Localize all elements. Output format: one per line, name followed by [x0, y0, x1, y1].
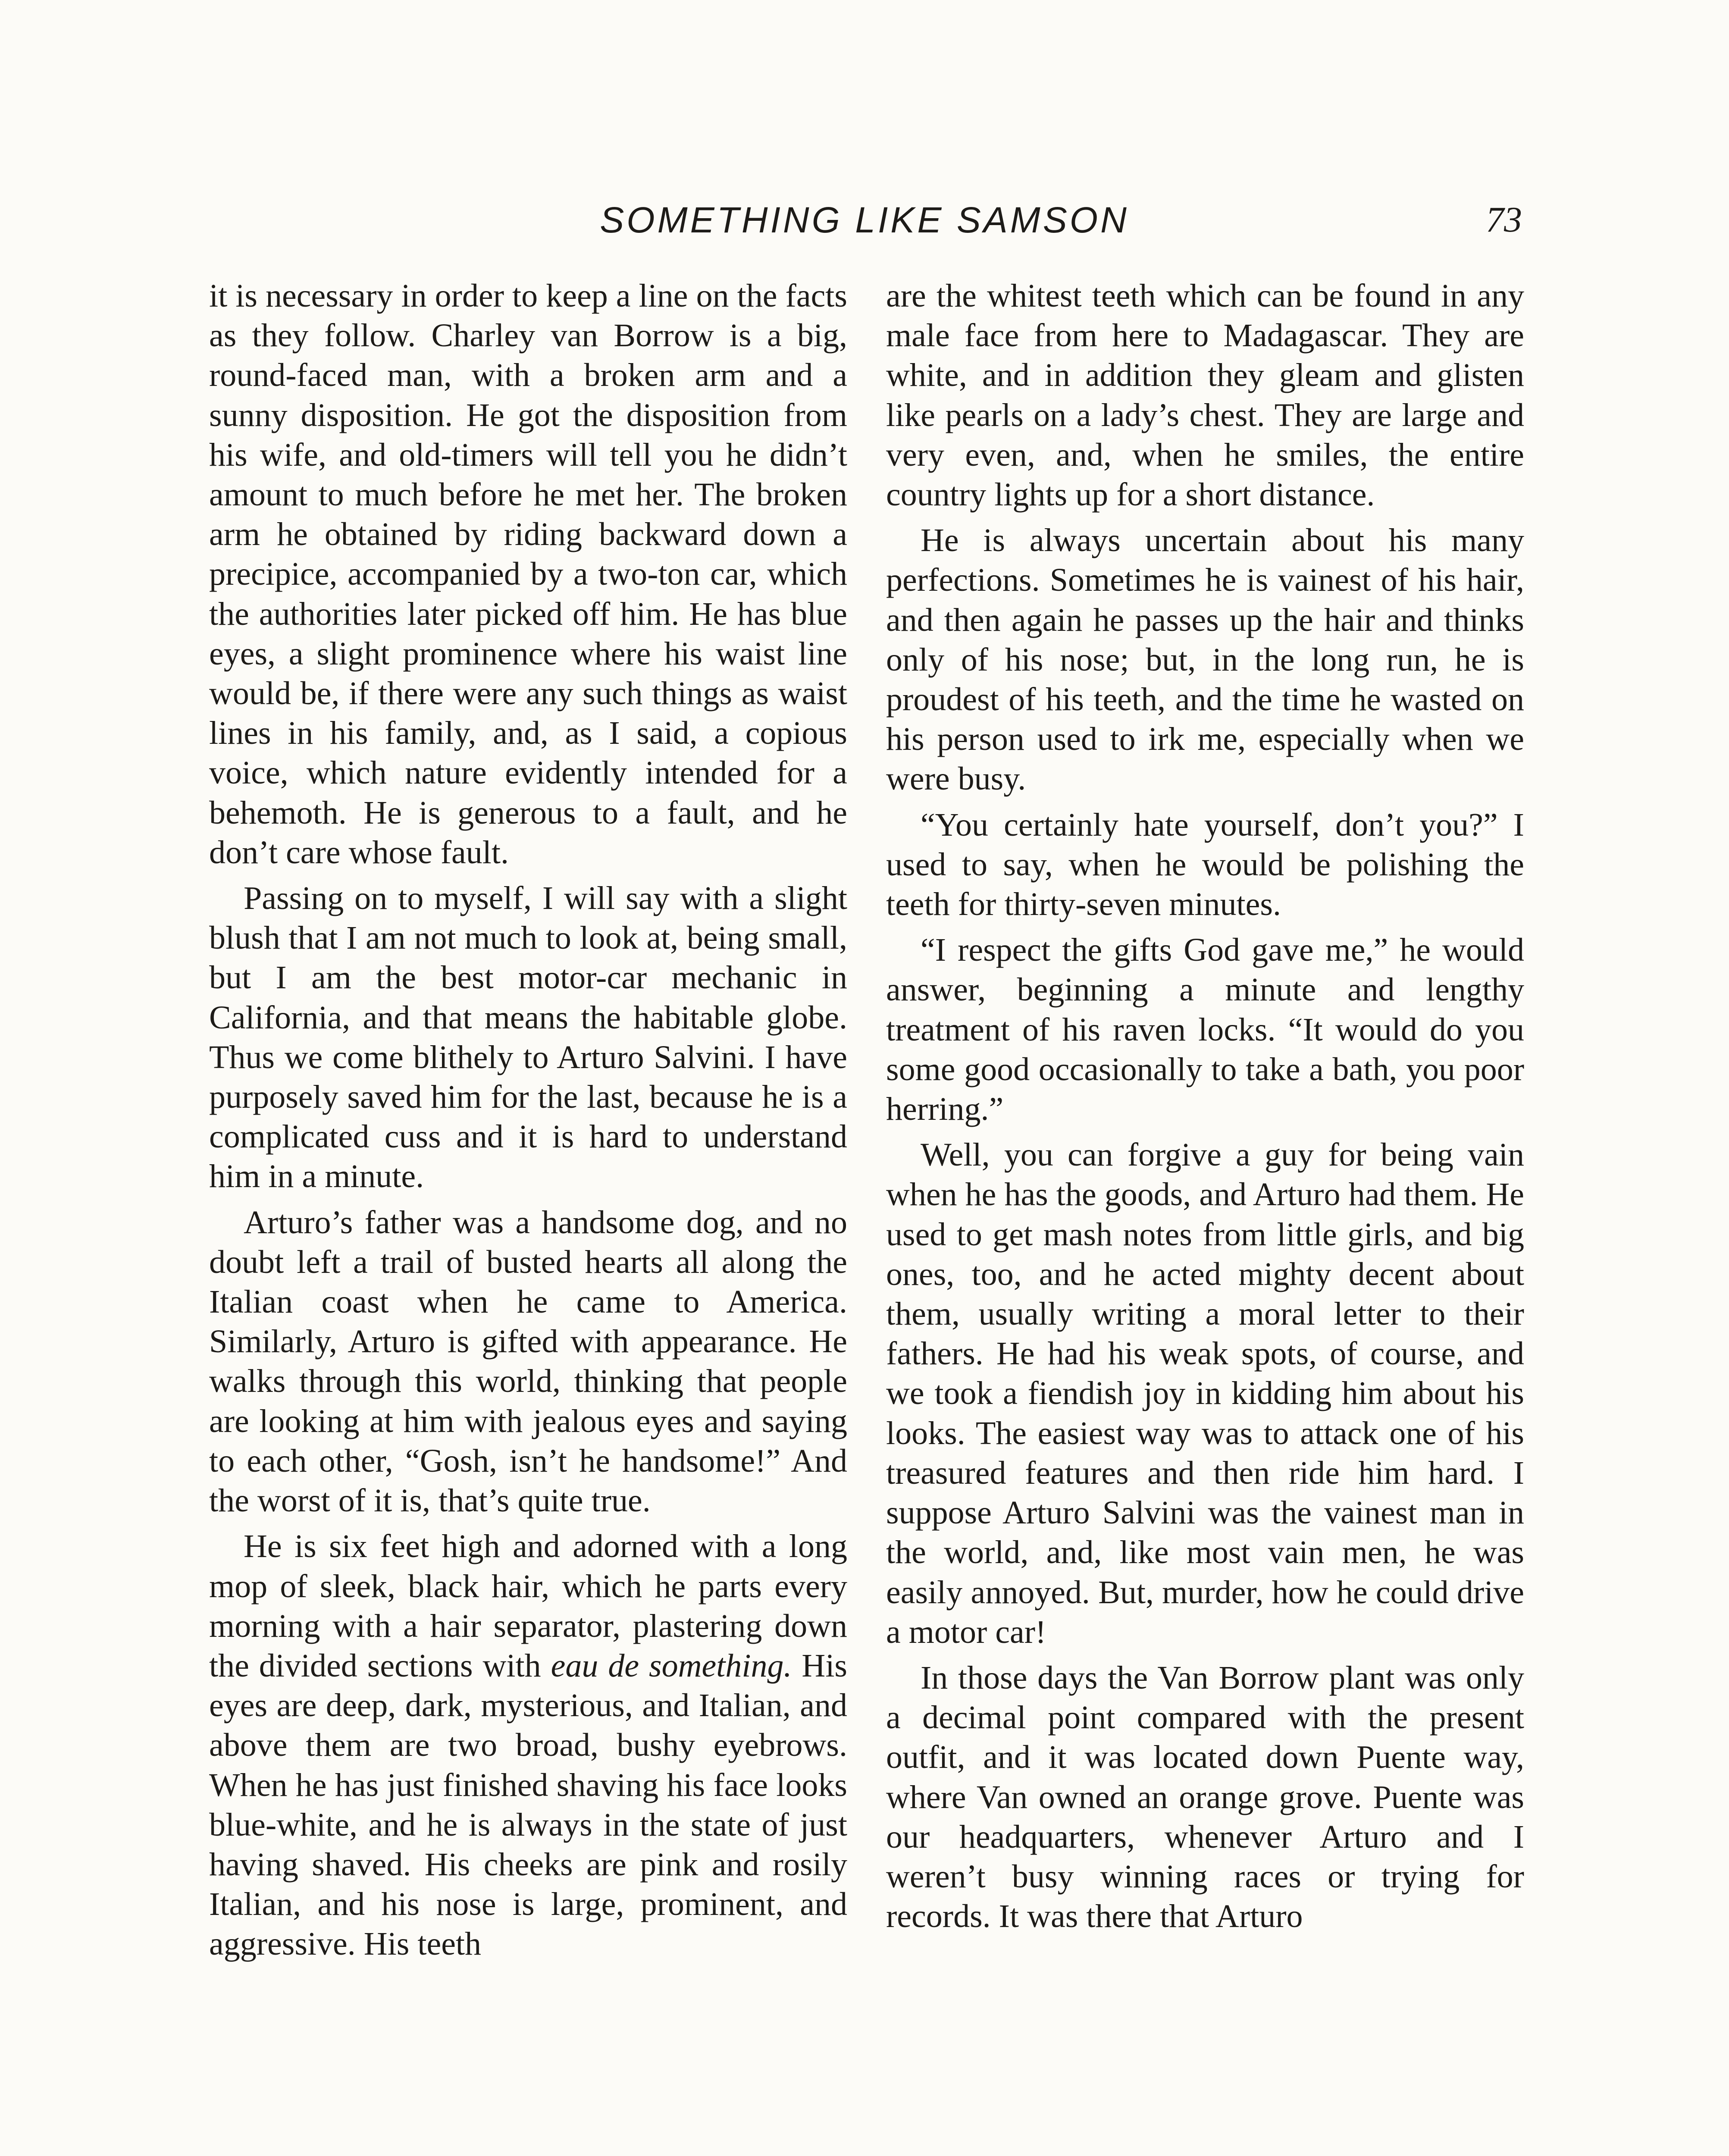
right-column: [886, 276, 1524, 1936]
paragraph: it is necessary in order to keep a line on the facts as they follow. Charley van Borrow is a big, round-faced man, with a broken arm and a sunny disposition. He got the disposition from his wife, and old-timers will tell you he didn’t amount to much before he met her. The broken arm he obtained by riding backward down a precipice, accompanied by a two-ton car, which the authorities later picked off him. He has blue eyes, a slight prominence where his waist line would be, if there were any such things as waist lines in his family, and, as I said, a copious voice, which nature evidently intended for a behemoth. He is generous to a fault, and he don’t care whose fault.: [209, 278, 847, 871]
paragraph: are the whitest teeth which can be found in any male face from here to Madagascar. They are white, and in addition they gleam and glisten like pearls on a lady’s chest. They are large and very even, and, when he smiles, the entire country lights up for a short distance.: [886, 278, 1524, 513]
paragraph: “You certainly hate yourself, don’t you?” I used to say, when he would be polishing the teeth for thirty-seven minutes.: [886, 806, 1524, 923]
paragraph: “I respect the gifts God gave me,” he would answer, beginning a minute and lengthy treatment of his raven locks. “It would do you some good occasionally to take a bath, you poor herring.”: [886, 932, 1524, 1128]
paragraph-text: He is six feet high and adorned with a long mop of sleek, black hair, which he parts every morning with a hair separator, plastering down the divided sections with: [209, 1528, 847, 1684]
paragraph: In those days the Van Borrow plant was only a decimal point compared with the present outfit, and it was located down Puente way, where Van owned an orange grove. Puente was our headquarters, whenever Arturo and I weren’t busy winning races or trying for records. It was there that Arturo: [886, 1659, 1524, 1935]
paragraph: [209, 1526, 847, 1964]
paragraph-text: His eyes are deep, dark, mysterious, and Italian, and above them are two broad, bushy eyebrows. When he has just finished shaving his face looks blue-white, and he is always in the state of just having shaved. His cheeks are pink and rosily Italian, and his nose is large, prominent, and aggressive. His teeth: [209, 1647, 848, 1962]
paragraph: Passing on to myself, I will say with a slight blush that I am not much to look at, being small, but I am the best motor-car mechanic in California, and that means the habitable globe. Thus we come blithely to Arturo Salvini. I have purposely saved him for the last, because he is a complicated cuss and it is hard to understand him in a minute.: [209, 880, 847, 1195]
running-title: SOMETHING LIKE SAMSON: [600, 200, 1129, 240]
paragraph: Well, you can forgive a guy for being vain when he has the goods, and Arturo had them. He used to get mash notes from little girls, and big ones, too, and he acted mighty decent about them, usually writing a moral letter to their fathers. He had his weak spots, of course, and we took a fiendish joy in kidding him about his looks. The easiest way was to attack one of his treasured features and then ride him hard. I suppose Arturo Salvini was the vainest man in the world, and, like most vain men, he was easily annoyed. But, murder, how he could drive a motor car!: [886, 1137, 1524, 1650]
left-column: [209, 276, 847, 1964]
page-number: 73: [1486, 200, 1522, 240]
page-header: [207, 190, 1522, 250]
paragraph: He is always uncertain about his many perfections. Sometimes he is vainest of his hair, and then again he passes up the hair and thinks only of his nose; but, in the long run, he is proudest of his teeth, and the time he wasted on his person used to irk me, especially when we were busy.: [886, 522, 1524, 797]
paragraph: Arturo’s father was a handsome dog, and no doubt left a trail of busted hearts all along the Italian coast when he came to America. Similarly, Arturo is gifted with appearance. He walks through this world, thinking that people are looking at him with jealous eyes and saying to each other, “Gosh, isn’t he handsome!” And the worst of it is, that’s quite true.: [209, 1204, 847, 1519]
italic-phrase: eau de something.: [551, 1647, 792, 1684]
